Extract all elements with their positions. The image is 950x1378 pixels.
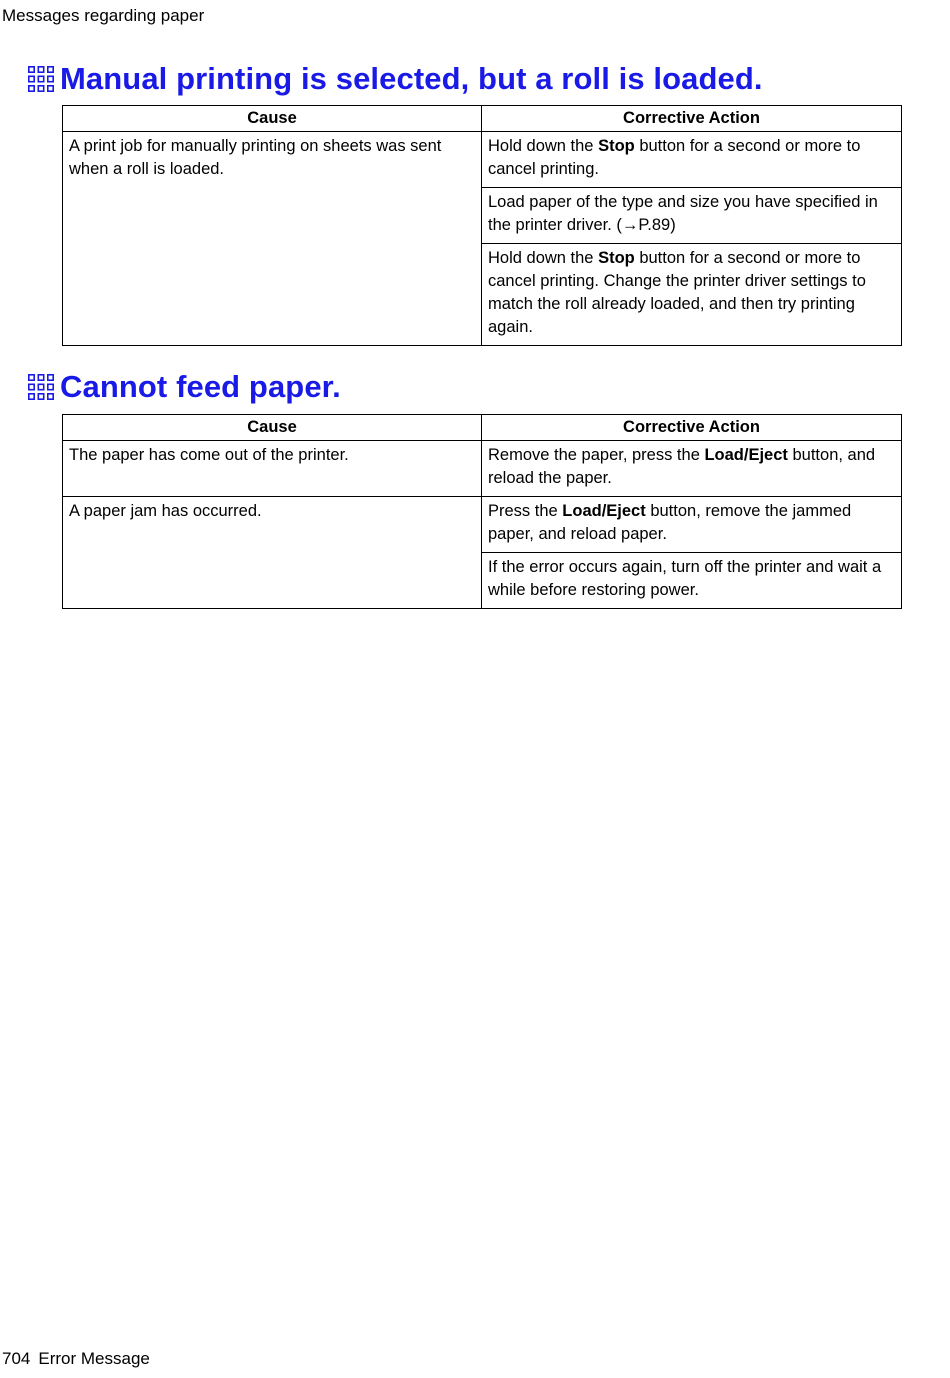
page-number: 704	[2, 1349, 31, 1368]
column-header-cause: Cause	[63, 106, 482, 132]
action-cell	[482, 188, 902, 244]
action-button-name: Load/Eject	[562, 502, 646, 520]
column-header-cause: Cause	[63, 415, 482, 441]
section-title-text: Manual printing is selected, but a roll is loaded.	[60, 61, 763, 96]
table-header-row	[63, 106, 902, 132]
action-text: button, remove the jammed paper, and reload paper.	[488, 502, 852, 543]
action-button-name: Stop	[598, 249, 635, 267]
manual-printing-table	[62, 105, 902, 346]
section-title-manual-printing	[28, 61, 763, 97]
column-header-corrective-action: Corrective Action	[482, 106, 902, 132]
section-title-text: Cannot feed paper.	[60, 369, 341, 404]
action-text: Load paper of the type and size you have specified in the printer driver. (→P.89)	[488, 193, 878, 234]
action-cell	[482, 132, 902, 188]
action-cell	[482, 244, 902, 346]
table-row	[63, 132, 902, 188]
table-row	[63, 441, 902, 497]
column-header-corrective-action: Corrective Action	[482, 415, 902, 441]
action-button-name: Load/Eject	[704, 446, 788, 464]
grid-icon	[28, 66, 54, 92]
cause-cell: A print job for manually printing on sheets was sent when a roll is loaded.	[63, 132, 482, 346]
table-header-row	[63, 415, 902, 441]
action-text: Press the	[488, 502, 563, 520]
cannot-feed-table	[62, 414, 902, 609]
action-text: If the error occurs again, turn off the printer and wait a while before restoring power.	[488, 558, 882, 599]
action-cell	[482, 441, 902, 497]
action-text: Hold down the	[488, 137, 599, 155]
page-footer	[2, 1349, 150, 1369]
grid-icon	[28, 374, 54, 400]
cause-cell: The paper has come out of the printer.	[63, 441, 482, 497]
action-cell	[482, 497, 902, 553]
cause-cell: A paper jam has occurred.	[63, 497, 482, 609]
table-row	[63, 497, 902, 553]
footer-section-name: Error Message	[38, 1349, 150, 1368]
action-text: Hold down the	[488, 249, 599, 267]
running-header: Messages regarding paper	[2, 6, 205, 25]
action-text: Remove the paper, press the	[488, 446, 705, 464]
action-text: button for a second or more to cancel printing. Change the printer driver settings to match the roll already loaded, and then try printing again.	[488, 249, 866, 336]
action-cell	[482, 553, 902, 609]
action-text: button, and reload the paper.	[488, 446, 876, 487]
action-text: button for a second or more to cancel printing.	[488, 137, 861, 178]
section-title-cannot-feed	[28, 369, 341, 405]
action-button-name: Stop	[598, 137, 635, 155]
